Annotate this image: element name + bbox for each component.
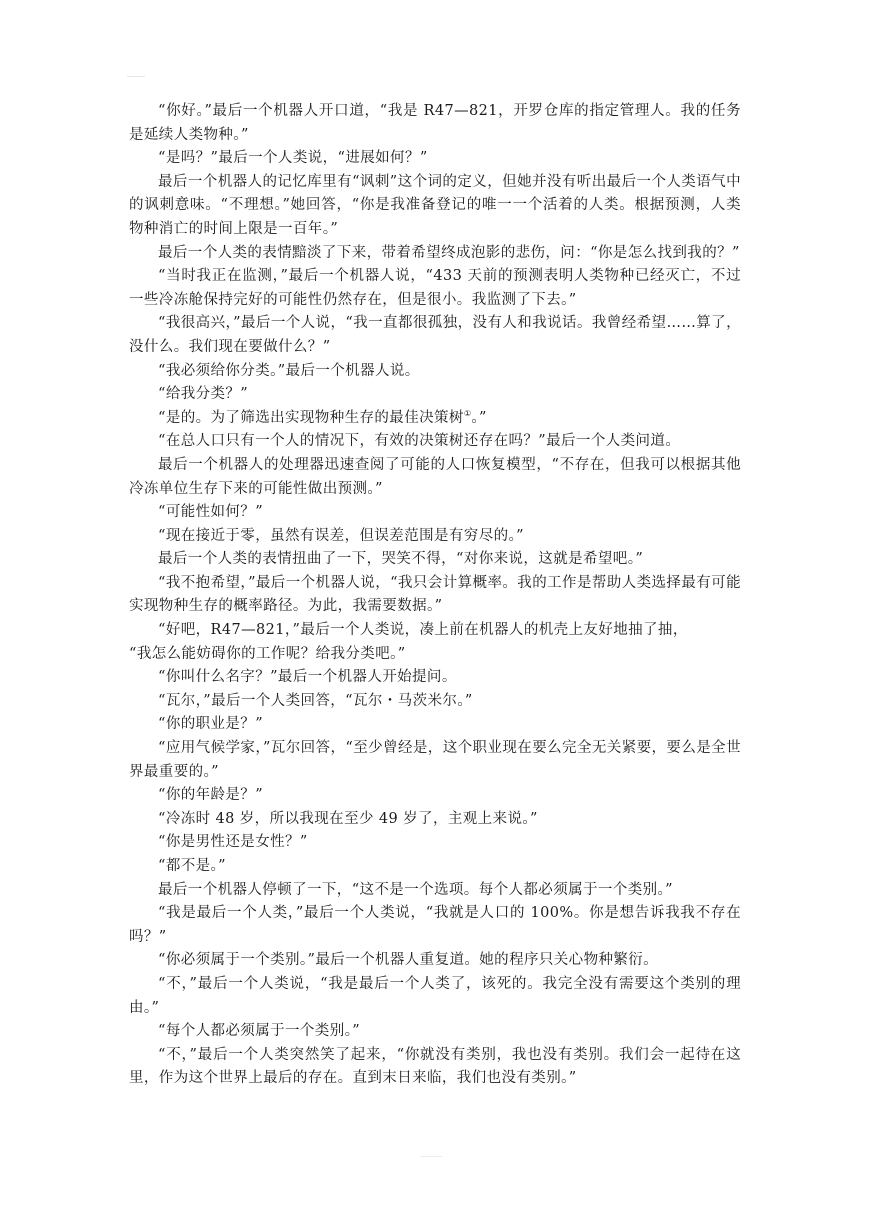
paragraph: “你必须属于一个类别。”最后一个机器人重复道。她的程序只关心物种繁衍。 [158,952,659,969]
paragraph: “我是最后一个人类，”最后一个人类说，“我就是人口的 100%。你是想告诉我我不存在吗？” [129,905,741,945]
paragraph: “好吧，R47—821，”最后一个人类说，凑上前在机器人的机壳上友好地抽了抽， [158,622,688,639]
paragraph: “瓦尔，”最后一个人类回答，“瓦尔・马茨米尔。” [158,692,473,709]
paragraph: “应用气候学家，”瓦尔回答，“至少曾经是，这个职业现在要么完全无关紧要，要么是全世界最重要的。” [129,740,741,780]
paragraph: 最后一个人类的表情黯淡了下来，带着希望终成泡影的悲伤，问：“你是怎么找到我的？” [158,244,740,261]
paragraph: “我不抱希望，”最后一个机器人说，“我只会计算概率。我的工作是帮助人类选择最有可能实现物种生存的概率路径。为此，我需要数据。” [129,574,741,615]
paragraph: “你叫什么名字？”最后一个机器人开始提问。 [158,669,457,686]
paragraph: “是吗？”最后一个人类说，“进展如何？” [158,150,428,167]
story-text [129,100,741,1091]
paragraph-tail: 。” [471,409,487,426]
paragraph: “你的职业是？” [158,716,264,733]
paragraph: 最后一个机器人的处理器迅速查阅了可能的人口恢复模型，“不存在，但我可以根据其他冷冻单位生存下来的可能性做出预测。” [129,456,741,497]
paragraph: 最后一个机器人的记忆库里有“讽刺”这个词的定义，但她并没有听出最后一个人类语气中的讽刺意味。“不理想。”她回答，“你是我准备登记的唯一一个活着的人类。根据预测，人类物种消亡的时间上限是一百年。” [129,173,741,237]
paragraph-text: “是的。为了筛选出实现物种生存的最佳决策树 [158,409,464,426]
paragraph: “你好。”最后一个机器人开口道，“我是 R47—821，开罗仓库的指定管理人。我的任务是延续人类物种。” [129,103,741,143]
paragraph: “可能性如何？” [158,504,264,521]
paragraph: “我必须给你分类。”最后一个机器人说。 [158,362,420,379]
footnote-marker: ① [463,408,472,418]
paragraph: “冷冻时 48 岁，所以我现在至少 49 岁了，主观上来说。” [158,810,538,827]
paragraph: “不，”最后一个人类突然笑了起来，“你就没有类别，我也没有类别。我们会一起待在这里，作为这个世界上最后的存在。直到末日来临，我们也没有类别。” [129,1046,741,1087]
paragraph: “你是男性还是女性？” [158,834,308,851]
paragraph: “给我分类？” [158,386,249,403]
paragraph: “当时我正在监测，”最后一个机器人说，“433 天前的预测表明人类物种已经灭亡，不过一些冷冻舱保持完好的可能性仍然存在，但是很小。我监测了下去。” [129,268,741,308]
paragraph: “在总人口只有一个人的情况下，有效的决策树还存在吗？”最后一个人类问道。 [158,433,681,450]
paragraph-continuation: “我怎么能妨碍你的工作呢？给我分类吧。” [129,645,406,662]
paragraph: “现在接近于零，虽然有误差，但误差范围是有穷尽的。” [158,527,524,544]
paragraph: 最后一个机器人停顿了一下，“这不是一个选项。每个人都必须属于一个类别。” [158,881,673,898]
paragraph: 最后一个人类的表情扭曲了一下，哭笑不得，“对你来说，这就是希望吧。” [158,551,644,568]
paragraph: “不，”最后一个人类说，“我是最后一个人类了，该死的。我完全没有需要这个类别的理由。” [129,975,741,1016]
page-top-mark [127,76,145,77]
paragraph: “都不是。” [158,858,226,874]
page-bottom-mark [420,1156,442,1157]
paragraph: “我很高兴，”最后一个人说，“我一直都很孤独，没有人和我说话。我曾经希望……算了，没什么。我们现在要做什么？” [129,315,741,355]
paragraph: “每个人都必须属于一个类别。” [158,1023,361,1040]
paragraph-with-footnote [129,407,741,431]
paragraph: “你的年龄是？” [158,787,264,804]
